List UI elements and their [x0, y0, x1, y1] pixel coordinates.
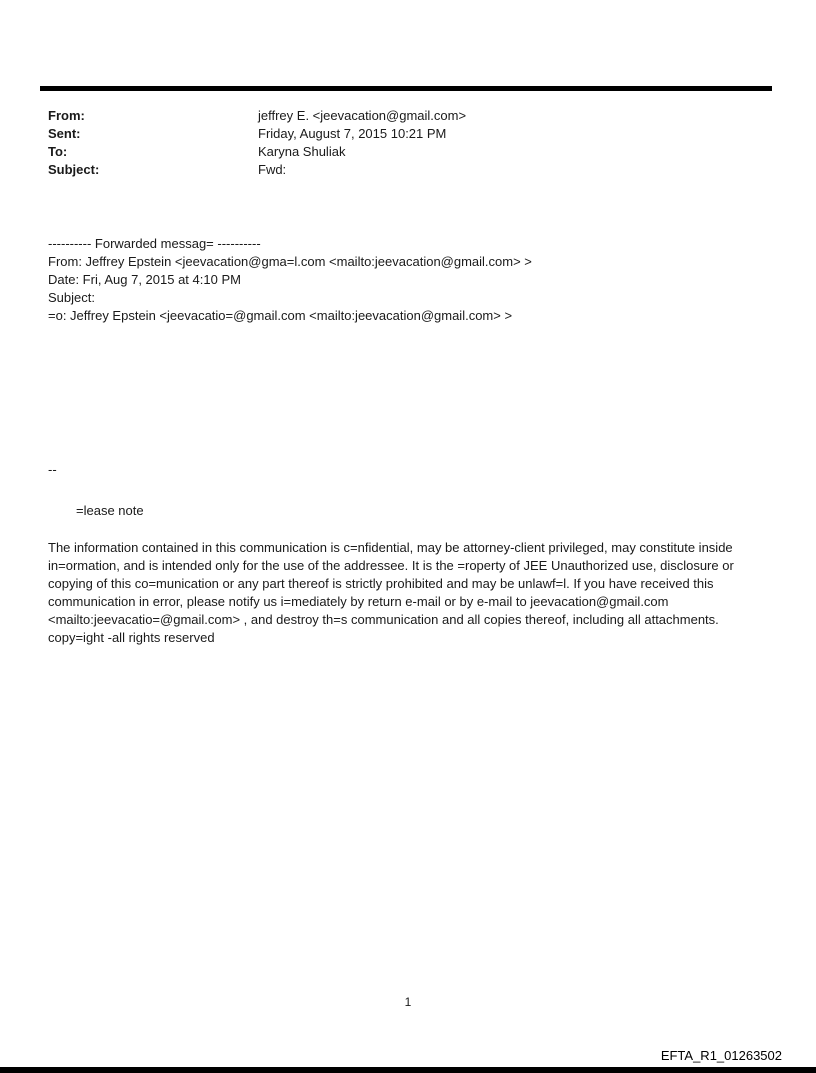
forward-subject-line: Subject:	[48, 290, 95, 305]
subject-value: Fwd:	[258, 162, 287, 177]
subject-label: Subject:	[48, 162, 100, 177]
header-row-sent	[48, 125, 748, 143]
from-value: jeffrey E. <jeevacation@gmail.com>	[258, 108, 467, 123]
forward-to-line: =o: Jeffrey Epstein <jeevacatio=@gmail.com <mailto:jeevacation@gmail.com> >	[48, 308, 513, 323]
forward-from-line: From: Jeffrey Epstein <jeevacation@gma=l.com <mailto:jeevacation@gmail.com> >	[48, 254, 532, 269]
from-label: From:	[48, 108, 85, 123]
page-bottom-rule	[0, 1067, 816, 1073]
bates-number: EFTA_R1_01263502	[660, 1048, 782, 1063]
sent-label: Sent:	[48, 126, 81, 141]
header-row-from	[48, 107, 748, 125]
forwarded-message-block	[48, 235, 768, 325]
forward-date-line: Date: Fri, Aug 7, 2015 at 4:10 PM	[48, 272, 241, 287]
confidentiality-disclaimer: The information contained in this communication is c=nfidential, may be attorney-client privileged, may constitute inside in=ormation, and is intended only for the use of the addressee. It is the =roperty of JEE Unauthorized use, disclosure or copying of this co=munication or any part thereof is strictly prohibited and may be unlawf=l. If you have received this communication in error, please notify us i=mediately by return e-mail or by e-mail to jeevacation@gmail.com <mailto:jeevacatio=@gmail.com> , and destroy th=s communication and all copies thereof, including all attachments. copy=ight -all rights reserved	[48, 540, 734, 645]
header-divider-rule	[40, 86, 772, 91]
to-label: To:	[48, 144, 68, 159]
note-line: =lease note	[76, 503, 144, 518]
email-header-block	[48, 107, 748, 179]
header-row-to	[48, 143, 748, 161]
forward-separator: ---------- Forwarded messag= ----------	[48, 236, 261, 251]
sent-value: Friday, August 7, 2015 10:21 PM	[258, 126, 447, 141]
header-row-subject	[48, 161, 748, 179]
signature-separator: --	[48, 462, 57, 477]
page-number: 1	[404, 995, 412, 1009]
to-value: Karyna Shuliak	[258, 144, 346, 159]
